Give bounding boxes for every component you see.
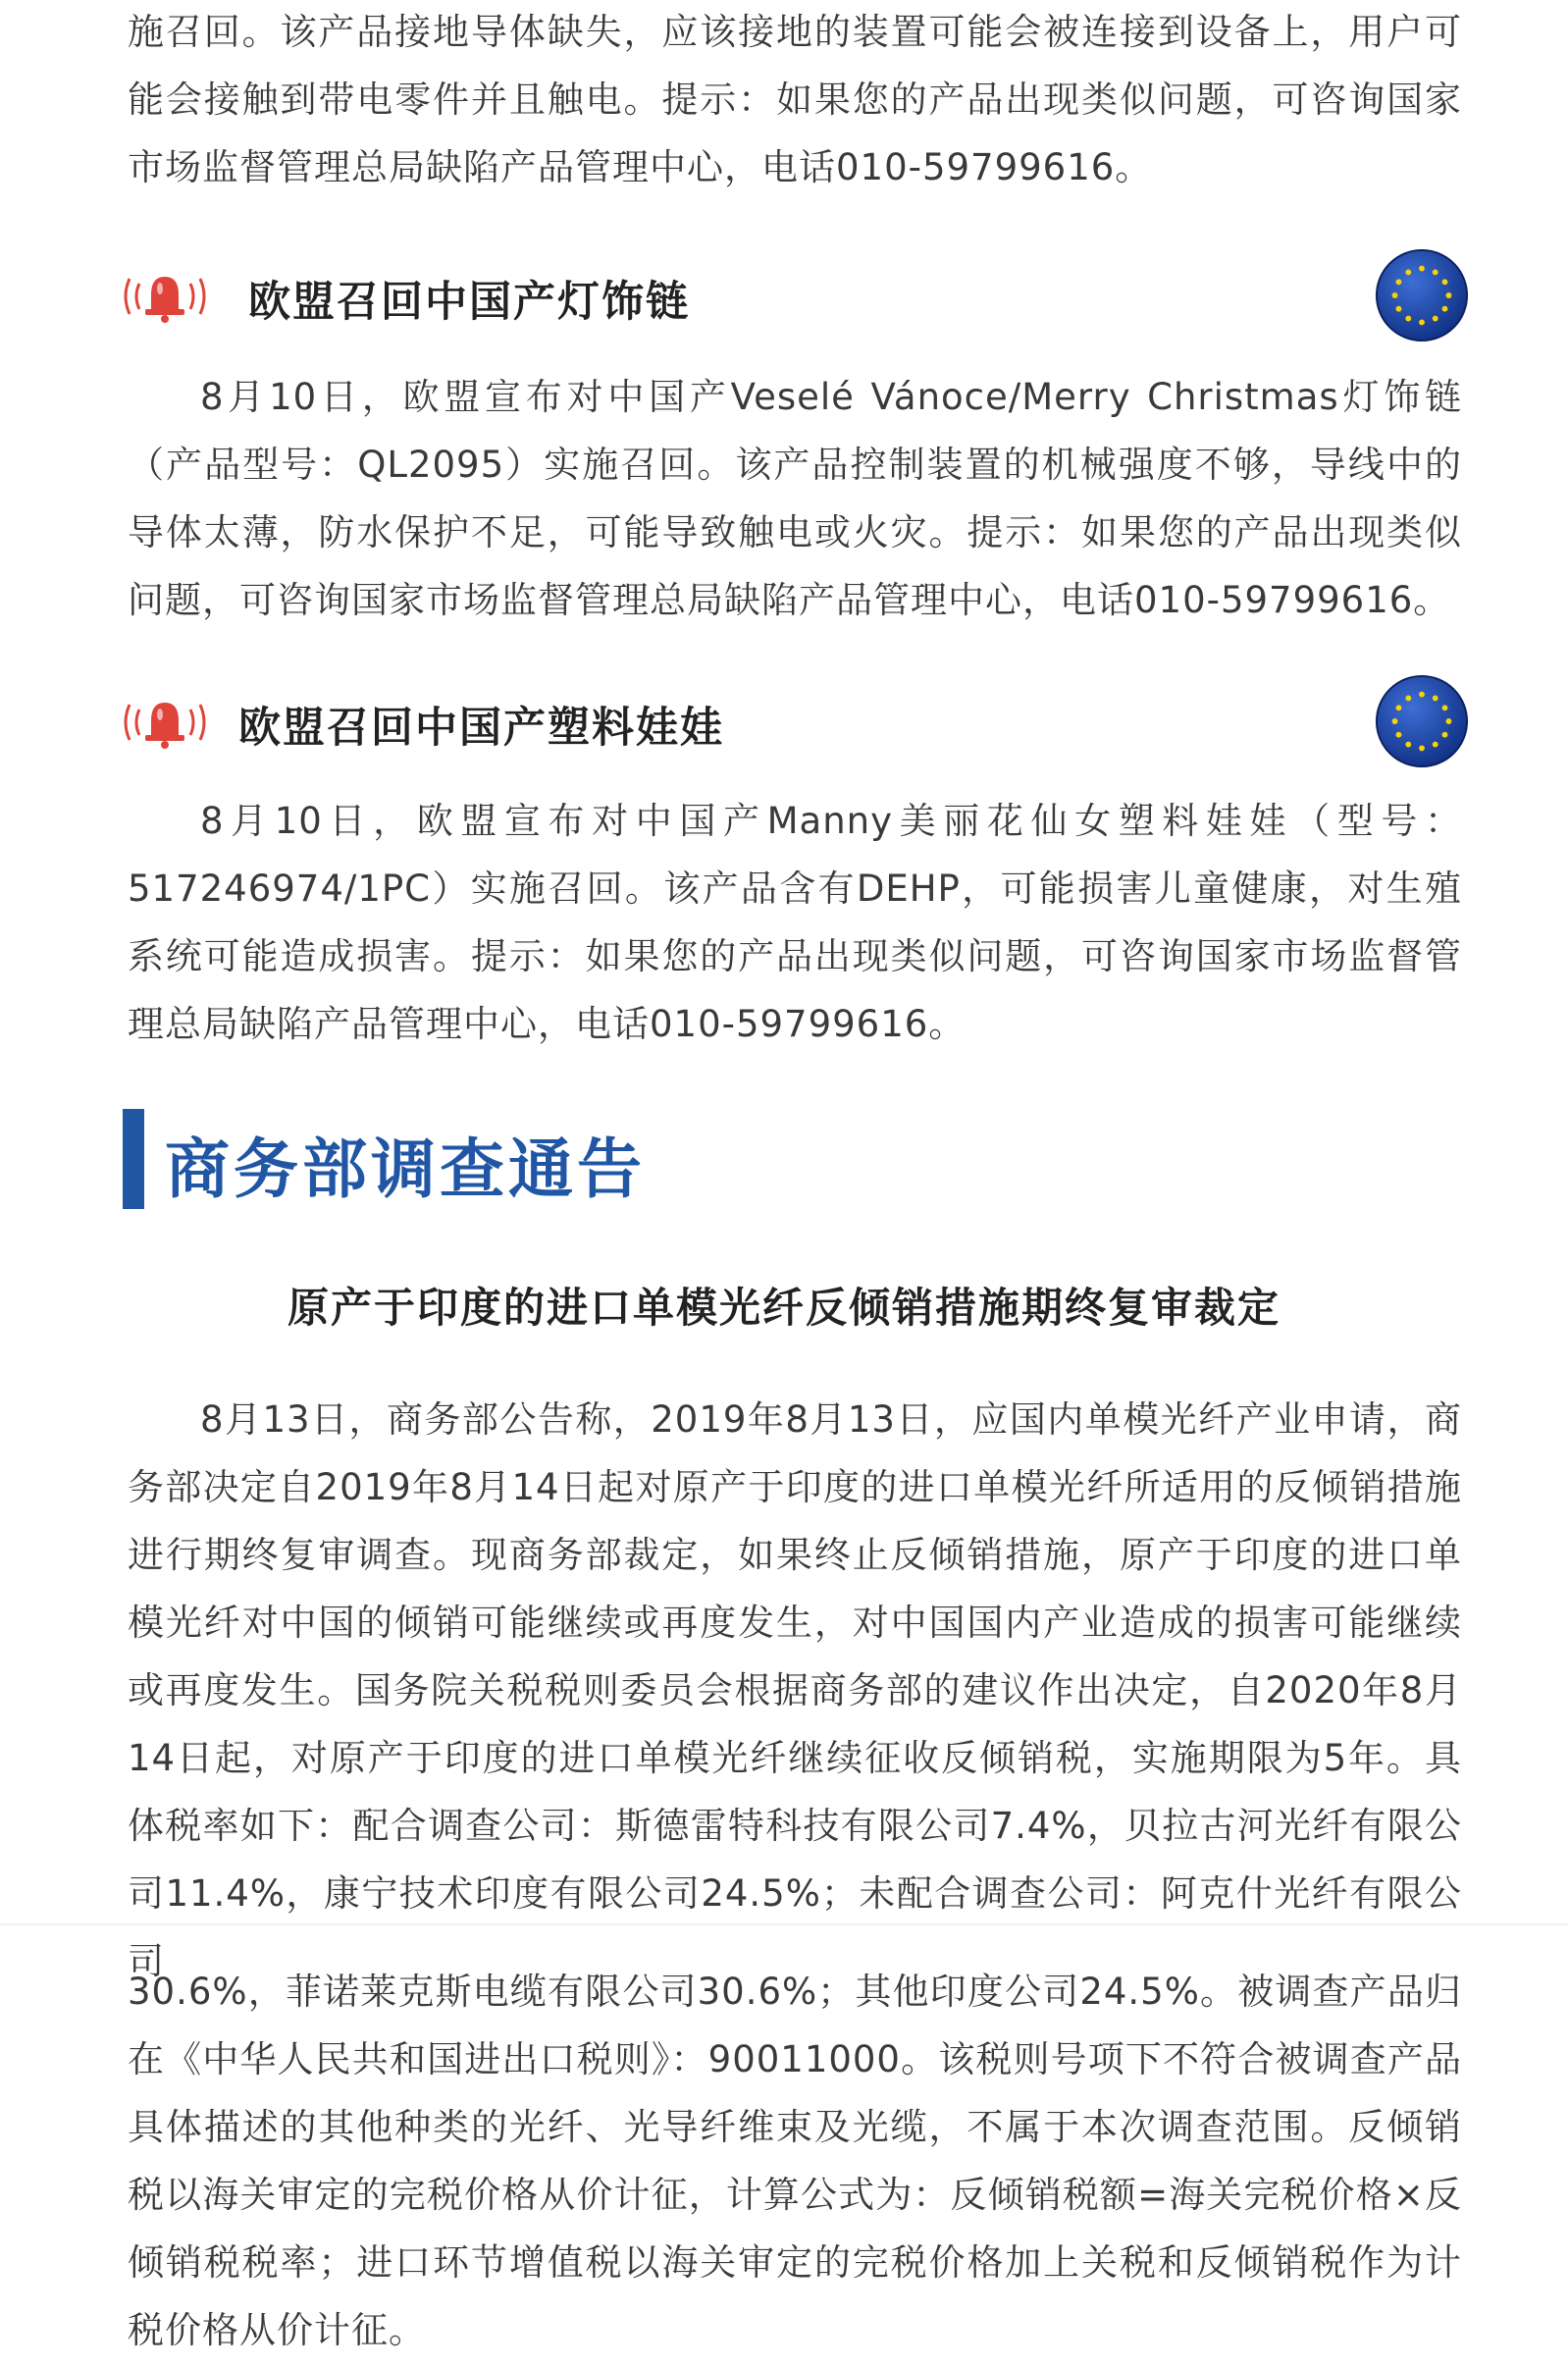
alarm-bell-icon bbox=[116, 693, 214, 752]
page-break-divider bbox=[0, 1923, 1568, 1925]
eu-flag-icon bbox=[1374, 247, 1470, 343]
recall-header-doll bbox=[116, 673, 1470, 771]
alarm-bell-icon bbox=[116, 267, 214, 326]
recall-title-lights: 欧盟召回中国产灯饰链 bbox=[248, 278, 690, 327]
section-title: 商务部调查通告 bbox=[165, 1131, 646, 1207]
notice-body-part2: 30.6%，菲诺莱克斯电缆有限公司30.6%；其他印度公司24.5%。被调查产品归在《中华人民共和国进出口税则》：90011000。该税则号项下不符合被调查产品具体描述的其他种类的光纤、光导纤维束及光缆，不属于本次调查范围。反倾销税以海关审定的完税价格从价计征，计算公式为：反倾销税额=海关完税价格×反倾销税税率；进口环节增值税以海关审定的完税价格加上关税和反倾销税作为计税价格从价计征。 bbox=[128, 1971, 1462, 2351]
intro-paragraph: 施召回。该产品接地导体缺失，应该接地的装置可能会被连接到设备上，用户可能会接触到带电零件并且触电。提示：如果您的产品出现类似问题，可咨询国家市场监督管理总局缺陷产品管理中心，电话010-59799616。 bbox=[128, 11, 1462, 188]
eu-flag-icon bbox=[1374, 673, 1470, 769]
recall-body-lights: 8月10日，欧盟宣布对中国产Veselé Vánoce/Merry Christmas灯饰链（产品型号：QL2095）实施召回。该产品控制装置的机械强度不够，导线中的导体太薄，防水保护不足，可能导致触电或火灾。提示：如果您的产品出现类似问题，可咨询国家市场监督管理总局缺陷产品管理中心，电话010-59799616。 bbox=[128, 376, 1462, 621]
notice-title: 原产于印度的进口单模光纤反倾销措施期终复审裁定 bbox=[287, 1284, 1281, 1332]
recall-title-doll: 欧盟召回中国产塑料娃娃 bbox=[238, 704, 724, 753]
recall-header-lights bbox=[116, 247, 1470, 345]
recall-body-doll: 8月10日，欧盟宣布对中国产Manny美丽花仙女塑料娃娃（型号：517246974/1PC）实施召回。该产品含有DEHP，可能损害儿童健康，对生殖系统可能造成损害。提示：如果您的产品出现类似问题，可咨询国家市场监督管理总局缺陷产品管理中心，电话010-59799616。 bbox=[128, 800, 1462, 1045]
section-accent-bar bbox=[123, 1109, 144, 1209]
notice-body-part1: 8月13日，商务部公告称，2019年8月13日，应国内单模光纤产业申请，商务部决定自2019年8月14日起对原产于印度的进口单模光纤所适用的反倾销措施进行期终复审调查。现商务部裁定，如果终止反倾销措施，原产于印度的进口单模光纤对中国的倾销可能继续或再度发生，对中国国内产业造成的损害可能继续或再度发生。国务院关税税则委员会根据商务部的建议作出决定，自2020年8月14日起，对原产于印度的进口单模光纤继续征收反倾销税，实施期限为5年。具体税率如下：配合调查公司：斯德雷特科技有限公司7.4%，贝拉古河光纤有限公司11.4%，康宁技术印度有限公司24.5%；未配合调查公司：阿克什光纤有限公司 bbox=[128, 1398, 1462, 1982]
